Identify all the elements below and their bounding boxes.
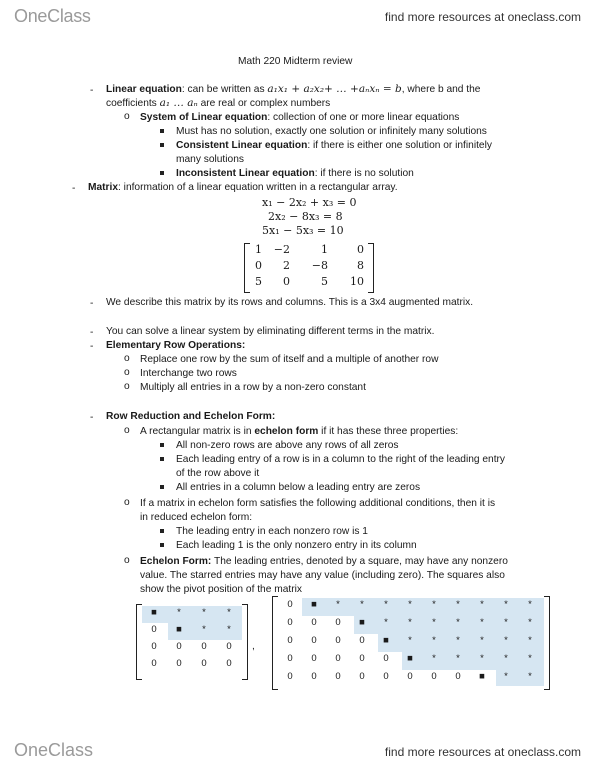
equation-3: 5x₁ − 5x₃ = 10	[262, 224, 344, 237]
circle-bullet: o	[124, 425, 130, 436]
echelon-cell: 0	[383, 653, 389, 664]
ef-item-3: All entries in a column below a leading entry are zeros	[176, 482, 421, 493]
square-bullet	[160, 143, 164, 147]
echelon-form-line1: Echelon Form: The leading entries, denoted by a square, may have any nonzero	[140, 556, 508, 567]
ef-item-1: All non-zero rows are above any rows of all zeros	[176, 440, 399, 451]
bracket-right	[368, 243, 374, 293]
echelon-cell: *	[384, 617, 388, 628]
red-item-1: The leading entry in each nonzero row is 1	[176, 526, 368, 537]
matrix-cell: 5	[255, 275, 262, 288]
linear-equation-line: Linear equation: can be written as a₁x₁ + a₂x₂+ … +aₙxₙ = b, where b and the	[106, 83, 481, 95]
echelon-cell: *	[227, 607, 231, 618]
echelon-cell: *	[408, 599, 412, 610]
echelon-cell: *	[480, 617, 484, 628]
ef-item-2-cont: of the row above it	[176, 468, 260, 479]
echelon-cell: 0	[359, 671, 365, 682]
oneclass-logo-footer[interactable]: OneClass	[14, 740, 94, 760]
echelon-cell: *	[336, 599, 340, 610]
echelon-cell: 0	[287, 617, 293, 628]
echelon-cell: 0	[359, 635, 365, 646]
oneclass-logo[interactable]: OneClass	[14, 6, 91, 26]
echelon-cell: *	[177, 607, 181, 618]
inconsistent-line: Inconsistent Linear equation: if there is no solution	[176, 168, 414, 179]
echelon-cell: *	[408, 617, 412, 628]
echelon-cell: *	[504, 617, 508, 628]
matrix-cell: 2	[283, 259, 290, 272]
echelon-cell: 0	[311, 635, 317, 646]
comma: ,	[252, 641, 255, 652]
matrix-cell: 10	[350, 275, 364, 288]
echelon-cell: 0	[226, 658, 232, 669]
square-bullet	[160, 457, 164, 461]
echelon-cell: ■	[479, 671, 485, 682]
echelon-cell: *	[456, 653, 460, 664]
echelon-cell: 0	[226, 641, 232, 652]
system-line: System of Linear equation: collection of one or more linear equations	[140, 112, 460, 123]
echelon-cell: 0	[383, 671, 389, 682]
echelon-cell: ■	[176, 624, 182, 635]
matrix-cell: −8	[311, 259, 328, 272]
echelon-cell: ■	[311, 599, 317, 610]
circle-bullet: o	[124, 497, 130, 508]
echelon-cell: *	[504, 671, 508, 682]
echelon-cell: 0	[151, 658, 157, 669]
echelon-cell: 0	[335, 635, 341, 646]
echelon-cell: 0	[335, 653, 341, 664]
ero-item-3: Multiply all entries in a row by a non-zero constant	[140, 382, 366, 393]
echelon-cell: *	[432, 635, 436, 646]
matrix-cell: 0	[283, 275, 290, 288]
echelon-cell: *	[456, 635, 460, 646]
ero-heading: Elementary Row Operations:	[106, 340, 246, 351]
echelon-cell: 0	[455, 671, 461, 682]
augmented-matrix	[244, 243, 374, 291]
matrix-cell: −2	[273, 243, 290, 256]
echelon-cell: 0	[407, 671, 413, 682]
square-bullet	[160, 129, 164, 133]
echelon-cell: ■	[407, 653, 413, 664]
echelon-cell: 0	[201, 658, 207, 669]
echelon-cell: 0	[311, 653, 317, 664]
echelon-cell: *	[504, 635, 508, 646]
echelon-cell: *	[432, 617, 436, 628]
matrix-cell: 1	[321, 243, 328, 256]
echelon-cell: 0	[151, 641, 157, 652]
echelon-cell: 0	[176, 641, 182, 652]
matrix-cell: 1	[255, 243, 262, 256]
matrix-cell: 8	[357, 259, 364, 272]
echelon-cell: *	[528, 653, 532, 664]
solve-line: You can solve a linear system by eliminating different terms in the matrix.	[106, 326, 435, 337]
echelon-cell: *	[202, 607, 206, 618]
echelon-cell: 0	[335, 671, 341, 682]
square-bullet	[160, 171, 164, 175]
echelon-cell: 0	[335, 617, 341, 628]
echelon-cell: 0	[431, 671, 437, 682]
echelon-cell: *	[528, 617, 532, 628]
small-echelon-matrix	[136, 604, 248, 678]
echelon-cell: ■	[359, 617, 365, 628]
consistent-line2: many solutions	[176, 154, 244, 165]
resources-link[interactable]: find more resources at oneclass.com	[384, 10, 581, 24]
echelon-cell: *	[360, 599, 364, 610]
matrix-cell: 5	[321, 275, 328, 288]
echelon-cell: *	[202, 624, 206, 635]
echelon-def-line: A rectangular matrix is in echelon form if it has these three properties:	[140, 426, 459, 437]
echelon-cell: 0	[176, 658, 182, 669]
circle-bullet: o	[124, 381, 130, 392]
square-bullet	[160, 529, 164, 533]
echelon-cell: ■	[151, 607, 157, 618]
consistent-line: Consistent Linear equation: if there is either one solution or infinitely	[176, 140, 492, 151]
system-bullet1: Must has no solution, exactly one solution or infinitely many solutions	[176, 126, 487, 137]
echelon-cell: *	[384, 599, 388, 610]
echelon-cell: 0	[287, 671, 293, 682]
dash-bullet: -	[72, 183, 76, 194]
square-bullet	[160, 485, 164, 489]
red-item-2: Each leading 1 is the only nonzero entry in its column	[176, 540, 417, 551]
echelon-cell: *	[504, 599, 508, 610]
echelon-cell: 0	[151, 624, 157, 635]
echelon-cell: *	[432, 599, 436, 610]
linear-equation-line2: coefficients a₁ … aₙ are real or complex numbers	[106, 97, 331, 109]
page-title: Math 220 Midterm review	[238, 56, 353, 67]
ero-item-1: Replace one row by the sum of itself and a multiple of another row	[140, 354, 439, 365]
echelon-cell: *	[528, 635, 532, 646]
ef-item-2: Each leading entry of a row is in a column to the right of the leading entry	[176, 454, 506, 465]
echelon-cell: *	[432, 653, 436, 664]
echelon-cell: *	[528, 671, 532, 682]
page-header	[0, 0, 595, 32]
dash-bullet: -	[90, 327, 94, 338]
matrix-line: Matrix: information of a linear equation written in a rectangular array.	[88, 182, 398, 193]
echelon-cell: *	[504, 653, 508, 664]
big-echelon-matrix	[272, 596, 550, 688]
echelon-cell: ■	[383, 635, 389, 646]
ero-item-2: Interchange two rows	[140, 368, 237, 379]
echelon-cell: 0	[287, 635, 293, 646]
circle-bullet: o	[124, 111, 130, 122]
echelon-cell: 0	[311, 671, 317, 682]
resources-link-footer[interactable]: find more resources at oneclass.com	[384, 745, 581, 759]
echelon-cell: 0	[311, 617, 317, 628]
circle-bullet: o	[124, 353, 130, 364]
equation-2: 2x₂ − 8x₃ = 8	[268, 210, 343, 223]
echelon-form-line2: value. The starred entries may have any value (including zero). The squares also	[140, 570, 505, 581]
rref-heading: Row Reduction and Echelon Form:	[106, 411, 276, 422]
matrix-cell: 0	[357, 243, 364, 256]
circle-bullet: o	[124, 555, 130, 566]
echelon-cell: 0	[287, 653, 293, 664]
dash-bullet: -	[90, 85, 94, 96]
echelon-cell: *	[456, 599, 460, 610]
echelon-cell: 0	[201, 641, 207, 652]
bracket-right	[242, 604, 248, 680]
echelon-form-line3: show the pivot position of the matrix	[140, 584, 302, 595]
dash-bullet: -	[90, 341, 94, 352]
describe-line: We describe this matrix by its rows and columns. This is a 3x4 augmented matrix.	[106, 297, 474, 308]
echelon-cell: *	[480, 653, 484, 664]
dash-bullet: -	[90, 298, 94, 309]
square-bullet	[160, 543, 164, 547]
echelon-cell: 0	[287, 599, 293, 610]
echelon-cell: 0	[359, 653, 365, 664]
matrix-cell: 0	[255, 259, 262, 272]
bracket-right	[544, 596, 550, 690]
echelon-cell: *	[480, 635, 484, 646]
square-bullet	[160, 443, 164, 447]
reduced-line-2: in reduced echelon form:	[140, 512, 253, 523]
reduced-line-1: If a matrix in echelon form satisfies the following additional conditions, then it is	[140, 498, 496, 509]
echelon-cell: *	[227, 624, 231, 635]
echelon-cell: *	[528, 599, 532, 610]
equation-1: x₁ − 2x₂ + x₃ = 0	[262, 196, 357, 209]
echelon-cell: *	[408, 635, 412, 646]
dash-bullet: -	[90, 412, 94, 423]
circle-bullet: o	[124, 367, 130, 378]
echelon-cell: *	[456, 617, 460, 628]
echelon-cell: *	[480, 599, 484, 610]
